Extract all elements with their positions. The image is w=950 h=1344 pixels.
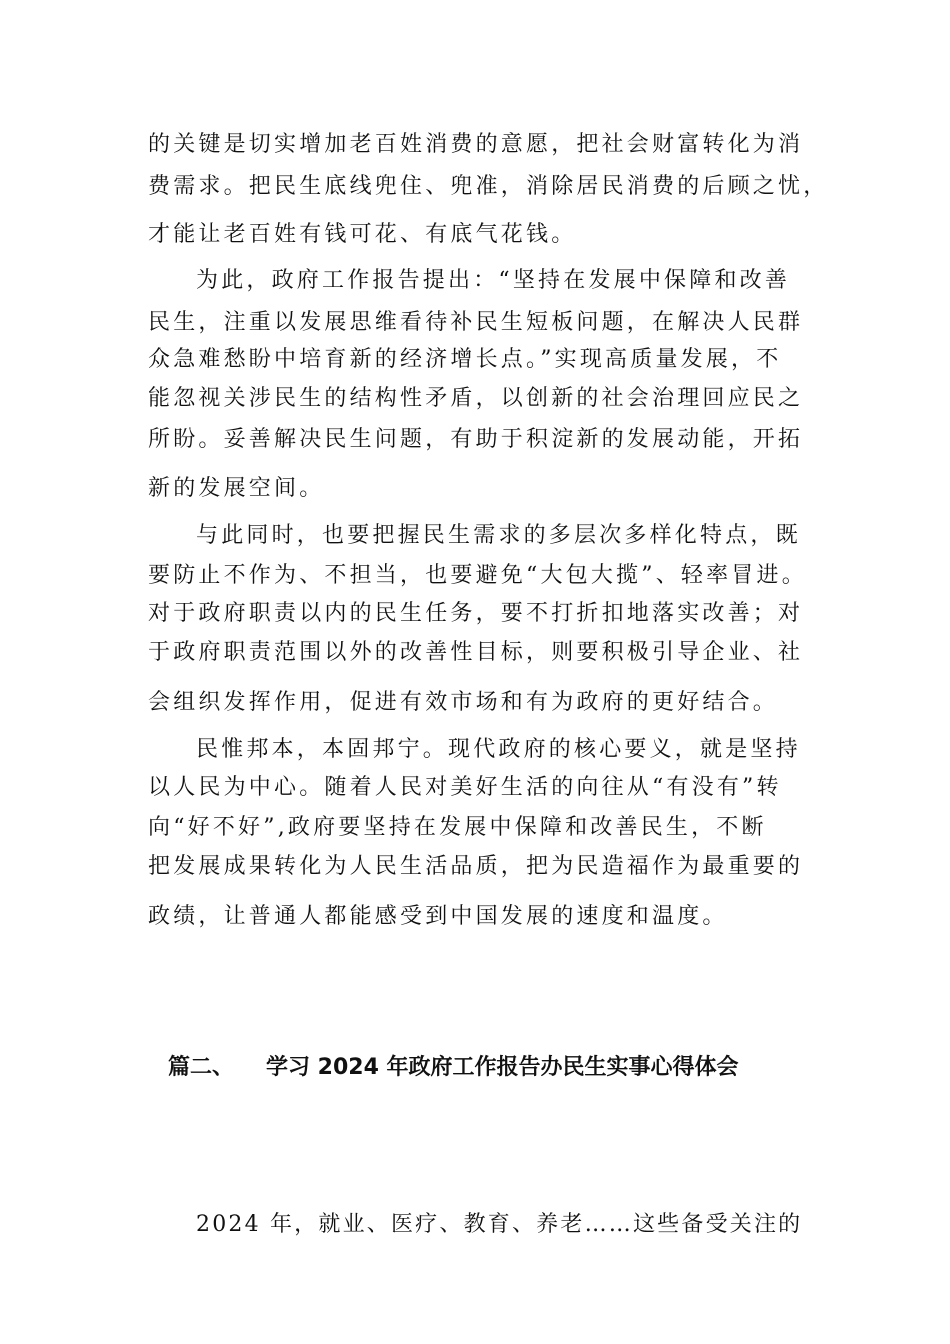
paragraph-4-line-4: 把发展成果转化为人民生活品质，把为民造福作为最重要的 [148, 854, 804, 879]
paragraph-2-line-3: 众急难愁盼中培育新的经济增长点。”实现高质量发展，不 [148, 347, 782, 372]
paragraph-1-line-3: 才能让老百姓有钱可花、有底气花钱。 [148, 222, 577, 247]
paragraph-3-line-1: 与此同时，也要把握民生需求的多层次多样化特点，既 [196, 523, 801, 548]
paragraph-2-line-1: 为此，政府工作报告提出：“坚持在发展中保障和改善 [196, 268, 791, 293]
section-title: 学习 2024 年政府工作报告办民生实事心得体会 [266, 1055, 739, 1080]
paragraph-2-line-2: 民生，注重以发展思维看待补民生短板问题，在解决人民群 [148, 310, 804, 335]
paragraph-1-line-1: 的关键是切实增加老百姓消费的意愿，把社会财富转化为消 [148, 132, 804, 157]
paragraph-3-line-4: 于政府职责范围以外的改善性目标，则要积极引导企业、社 [148, 640, 804, 665]
paragraph-2-line-5: 所盼。妥善解决民生问题，有助于积淀新的发展动能，开拓 [148, 427, 804, 452]
paragraph-2-line-6: 新的发展空间。 [148, 476, 325, 501]
paragraph-3-line-3: 对于政府职责以内的民生任务，要不打折扣地落实改善；对 [148, 601, 804, 626]
paragraph-3-line-5: 会组织发挥作用，促进有效市场和有为政府的更好结合。 [148, 690, 779, 715]
paragraph-4-line-1: 民惟邦本，本固邦宁。现代政府的核心要义，就是坚持 [196, 737, 801, 762]
paragraph-4-line-5: 政绩，让普通人都能感受到中国发展的速度和温度。 [148, 904, 728, 929]
section-heading [168, 1053, 808, 1083]
paragraph-4-line-3: 向“好不好”,政府要坚持在发展中保障和改善民生，不断 [148, 815, 767, 840]
paragraph-3-line-2: 要防止不作为、不担当，也要避免“大包大揽”、轻率冒进。 [148, 563, 807, 588]
paragraph-2-line-4: 能忽视关涉民生的结构性矛盾，以创新的社会治理回应民之 [148, 386, 804, 411]
section-number: 篇二、 [168, 1055, 235, 1080]
section-2-paragraph-1-line-1: 2024 年，就业、医疗、教育、养老……这些备受关注的 [196, 1212, 803, 1237]
paragraph-4-line-2: 以人民为中心。随着人民对美好生活的向往从“有没有”转 [148, 775, 782, 800]
paragraph-1-line-2: 费需求。把民生底线兜住、兜准，消除居民消费的后顾之忧， [148, 174, 829, 199]
